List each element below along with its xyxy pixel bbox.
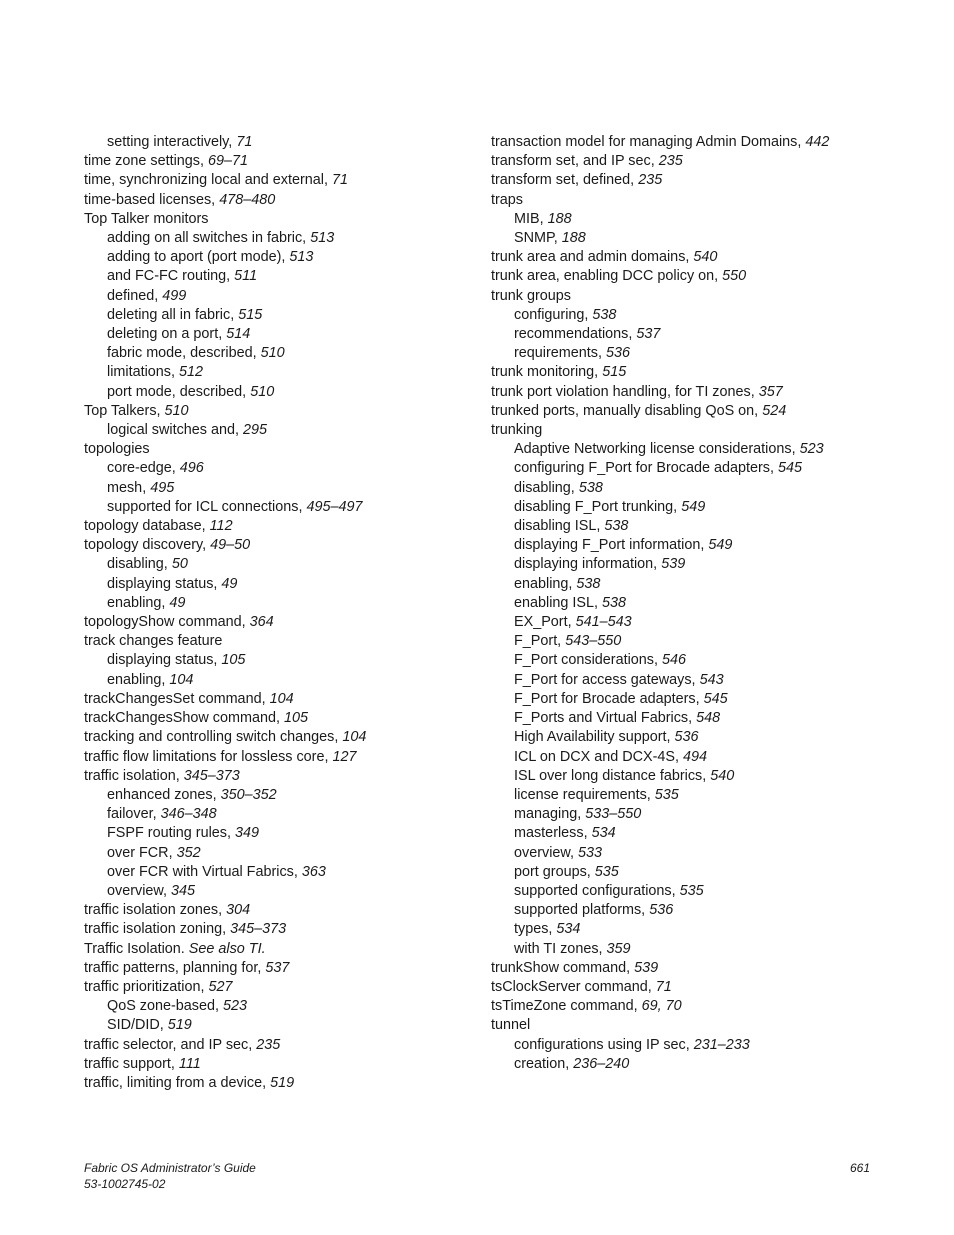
index-page-reference: 538 <box>592 306 617 323</box>
index-entry <box>491 363 891 382</box>
index-page-reference: 346–348 <box>160 806 217 823</box>
index-entry <box>491 959 891 978</box>
index-term: trunk port violation handling, for TI zones, <box>491 383 759 400</box>
index-term: setting interactively, <box>107 134 237 150</box>
index-term: disabling ISL, <box>514 518 605 535</box>
index-subentry <box>491 344 891 363</box>
index-entry <box>491 421 891 440</box>
index-subentry <box>491 594 891 613</box>
index-page-reference: 104 <box>342 729 367 746</box>
index-term: traffic flow limitations for lossless core, <box>84 748 333 765</box>
index-term: managing, <box>514 806 586 823</box>
index-entry <box>84 940 504 959</box>
index-term: trunkShow command, <box>491 959 635 976</box>
index-term: trunk area, enabling DCC policy on, <box>491 268 723 285</box>
index-page-reference: 511 <box>234 268 258 285</box>
index-subentry <box>84 287 504 306</box>
index-entry <box>491 997 891 1016</box>
index-term: requirements, <box>514 345 606 362</box>
index-term: displaying status, <box>107 652 222 669</box>
index-term: and FC-FC routing, <box>107 268 235 285</box>
index-subentry <box>491 575 891 594</box>
index-subentry <box>84 229 504 248</box>
index-term: traffic patterns, planning for, <box>84 959 266 976</box>
index-page-reference: 550 <box>722 268 747 285</box>
index-term: trunk monitoring, <box>491 364 603 381</box>
index-subentry <box>491 325 891 344</box>
index-subentry <box>84 498 504 517</box>
index-term: configurations using IP sec, <box>514 1036 694 1053</box>
index-page-reference: 50 <box>171 556 188 573</box>
index-page-reference: 515 <box>238 306 263 323</box>
index-entry <box>491 287 891 306</box>
index-term: mesh, <box>107 479 151 496</box>
index-term: disabling F_Port trunking, <box>514 498 682 515</box>
index-term: overview, <box>514 844 578 861</box>
index-page-reference: 539 <box>661 556 686 573</box>
index-page-reference: 534 <box>556 921 581 938</box>
index-term: traffic isolation zones, <box>84 902 227 919</box>
index-page-reference: 545 <box>703 690 728 707</box>
index-page-reference: 442 <box>805 134 830 150</box>
index-entry <box>84 920 504 939</box>
index-term: trunking <box>491 422 543 439</box>
index-subentry <box>84 786 504 805</box>
index-page-reference: See also TI. <box>188 940 266 957</box>
index-subentry <box>491 459 891 478</box>
index-term: failover, <box>107 806 161 823</box>
index-term: license requirements, <box>514 786 655 803</box>
index-subentry <box>491 613 891 632</box>
index-subentry <box>84 882 504 901</box>
index-page-reference: 49 <box>221 575 238 592</box>
index-subentry <box>84 651 504 670</box>
index-subentry <box>84 421 504 440</box>
index-subentry <box>84 383 504 402</box>
index-page-reference: 359 <box>606 940 631 957</box>
index-term: configuring, <box>514 306 593 323</box>
index-term: disabling, <box>514 479 579 496</box>
index-page-reference: 499 <box>162 287 187 304</box>
index-subentry <box>491 555 891 574</box>
index-page-reference: 543–550 <box>565 633 622 650</box>
index-term: time, synchronizing local and external, <box>84 172 332 189</box>
index-page-reference: 111 <box>178 1055 201 1072</box>
index-term: deleting on a port, <box>107 326 227 343</box>
index-term: over FCR with Virtual Fabrics, <box>107 863 302 880</box>
index-subentry <box>491 651 891 670</box>
index-entry <box>491 978 891 997</box>
index-entry <box>491 402 891 421</box>
index-subentry <box>491 1055 891 1074</box>
index-page-reference: 231–233 <box>693 1036 750 1053</box>
index-term: SNMP, <box>514 230 562 247</box>
index-term: Adaptive Networking license considerations, <box>514 441 800 458</box>
index-entry <box>84 1055 504 1074</box>
index-subentry <box>84 479 504 498</box>
index-subentry <box>491 767 891 786</box>
index-term: ICL on DCX and DCX-4S, <box>514 748 684 765</box>
index-term: enhanced zones, <box>107 786 221 803</box>
index-page-reference: 345–373 <box>183 767 240 784</box>
index-term: port groups, <box>514 863 595 880</box>
index-subentry <box>491 498 891 517</box>
index-entry <box>84 632 504 651</box>
index-term: supported for ICL connections, <box>107 498 307 515</box>
index-page-reference: 524 <box>762 402 787 419</box>
index-subentry <box>84 844 504 863</box>
index-subentry <box>84 1016 504 1035</box>
index-entry <box>84 171 504 190</box>
index-term: traffic selector, and IP sec, <box>84 1036 257 1053</box>
index-subentry <box>84 267 504 286</box>
index-page-reference: 363 <box>301 863 326 880</box>
index-page-reference: 540 <box>693 249 718 266</box>
index-entry <box>491 383 891 402</box>
index-subentry <box>491 210 891 229</box>
index-subentry <box>84 805 504 824</box>
index-entry <box>84 767 504 786</box>
index-entry <box>84 978 504 997</box>
index-subentry <box>491 805 891 824</box>
index-term: traffic, limiting from a device, <box>84 1074 271 1091</box>
index-page-reference: 538 <box>576 575 601 592</box>
index-entry <box>84 536 504 555</box>
index-page-reference: 112 <box>209 518 233 535</box>
index-page-reference: 71 <box>655 978 672 995</box>
index-term: enabling, <box>514 575 577 592</box>
index-term: enabling ISL, <box>514 594 603 611</box>
index-page-reference: 510 <box>250 383 275 400</box>
index-page-reference: 127 <box>332 748 357 765</box>
index-page-reference: 49 <box>169 594 186 611</box>
index-term: tsTimeZone command, <box>491 998 642 1015</box>
index-page-reference: 512 <box>178 364 203 381</box>
index-subentry <box>491 920 891 939</box>
index-term: trackChangesShow command, <box>84 710 284 727</box>
index-column-right <box>491 133 891 1074</box>
index-term: defined, <box>107 287 163 304</box>
index-entry <box>491 1016 891 1035</box>
index-term: Top Talkers, <box>84 402 165 419</box>
index-page-reference: 510 <box>164 402 189 419</box>
index-subentry <box>491 1036 891 1055</box>
index-entry <box>84 901 504 920</box>
index-term: displaying status, <box>107 575 222 592</box>
index-page-reference: 533 <box>578 844 603 861</box>
index-page-reference: 304 <box>226 902 251 919</box>
index-term: adding to aport (port mode), <box>107 249 290 266</box>
index-page-reference: 515 <box>602 364 627 381</box>
index-term: EX_Port, <box>514 614 576 631</box>
index-subentry <box>491 824 891 843</box>
index-term: limitations, <box>107 364 179 381</box>
index-page-reference: 539 <box>634 959 659 976</box>
index-term: masterless, <box>514 825 592 842</box>
index-page-reference: 513 <box>289 249 314 266</box>
index-page-reference: 514 <box>226 326 251 343</box>
index-subentry <box>491 229 891 248</box>
index-term: MIB, <box>514 210 548 227</box>
index-page-reference: 548 <box>696 710 721 727</box>
index-subentry <box>491 863 891 882</box>
index-page-reference: 527 <box>208 978 233 995</box>
index-term: time zone settings, <box>84 153 208 170</box>
index-entry <box>491 191 891 210</box>
index-term: logical switches and, <box>107 422 243 439</box>
index-term: enabling, <box>107 671 170 688</box>
index-subentry <box>491 728 891 747</box>
index-subentry <box>84 997 504 1016</box>
index-subentry <box>491 479 891 498</box>
index-page-reference: 357 <box>758 383 783 400</box>
index-term: tracking and controlling switch changes, <box>84 729 343 746</box>
index-page-reference: 295 <box>242 422 267 439</box>
index-subentry <box>84 594 504 613</box>
index-page-reference: 538 <box>578 479 603 496</box>
index-term: track changes feature <box>84 633 223 650</box>
index-subentry <box>84 671 504 690</box>
index-page-reference: 546 <box>661 652 686 669</box>
index-subentry <box>491 536 891 555</box>
index-subentry <box>491 844 891 863</box>
index-page-reference: 105 <box>221 652 246 669</box>
index-term: disabling, <box>107 556 172 573</box>
index-page-reference: 545 <box>777 460 802 477</box>
index-term: fabric mode, described, <box>107 345 261 362</box>
index-page-reference: 49–50 <box>210 537 251 554</box>
index-term: ISL over long distance fabrics, <box>514 767 711 784</box>
index-page-reference: 523 <box>799 441 824 458</box>
index-page-reference: 71 <box>236 134 253 150</box>
index-page-reference: 350–352 <box>220 786 277 803</box>
index-term: overview, <box>107 882 171 899</box>
index-term: FSPF routing rules, <box>107 825 235 842</box>
index-subentry <box>491 709 891 728</box>
index-page-reference: 71 <box>331 172 348 189</box>
index-page-reference: 536 <box>649 902 674 919</box>
index-subentry <box>491 882 891 901</box>
index-term: traffic isolation, <box>84 767 184 784</box>
index-entry <box>84 152 504 171</box>
index-term: topologyShow command, <box>84 614 250 631</box>
index-term: deleting all in fabric, <box>107 306 239 323</box>
index-subentry <box>84 325 504 344</box>
index-term: adding on all switches in fabric, <box>107 230 311 247</box>
index-page-reference: 519 <box>270 1074 295 1091</box>
index-term: enabling, <box>107 594 170 611</box>
index-page-reference: 536 <box>674 729 699 746</box>
index-page-reference: 513 <box>310 230 335 247</box>
index-entry <box>84 440 504 459</box>
index-entry <box>491 248 891 267</box>
index-term: SID/DID, <box>107 1017 168 1034</box>
index-page-reference: 478–480 <box>219 191 276 208</box>
index-page-reference: 543 <box>699 671 724 688</box>
index-page-reference: 534 <box>591 825 616 842</box>
index-term: recommendations, <box>514 326 637 343</box>
index-page-reference: 104 <box>269 690 294 707</box>
index-page-reference: 519 <box>167 1017 192 1034</box>
index-entry <box>84 728 504 747</box>
index-term: displaying information, <box>514 556 662 573</box>
index-subentry <box>491 901 891 920</box>
index-term: transaction model for managing Admin Domains, <box>491 134 806 150</box>
index-page-reference: 69, 70 <box>641 998 682 1015</box>
index-entry <box>491 152 891 171</box>
index-page-reference: 235 <box>256 1036 281 1053</box>
index-subentry <box>491 940 891 959</box>
footer-page-number: 661 <box>849 1161 870 1175</box>
index-page-reference: 533–550 <box>585 806 642 823</box>
index-entry <box>84 1036 504 1055</box>
index-subentry <box>84 306 504 325</box>
index-term: topology database, <box>84 518 210 535</box>
index-term: traffic support, <box>84 1055 179 1072</box>
index-entry <box>84 210 504 229</box>
index-term: supported platforms, <box>514 902 650 919</box>
index-entry <box>84 613 504 632</box>
index-page-reference: 537 <box>265 959 290 976</box>
index-term: with TI zones, <box>514 940 607 957</box>
index-page-reference: 105 <box>283 710 308 727</box>
index-term: topologies <box>84 441 150 458</box>
index-term: F_Port for Brocade adapters, <box>514 690 704 707</box>
index-page-reference: 495 <box>150 479 175 496</box>
index-page-reference: 535 <box>594 863 619 880</box>
index-page-reference: 535 <box>679 882 704 899</box>
index-term: types, <box>514 921 557 938</box>
index-term: core-edge, <box>107 460 180 477</box>
index-term: port mode, described, <box>107 383 251 400</box>
index-page-reference: 549 <box>708 537 733 554</box>
index-page-reference: 538 <box>602 594 627 611</box>
index-page-reference: 69–71 <box>207 153 249 170</box>
index-term: trunk groups <box>491 287 571 304</box>
index-subentry <box>84 344 504 363</box>
index-page-reference: 496 <box>179 460 204 477</box>
index-entry <box>84 959 504 978</box>
index-page-reference: 537 <box>636 326 661 343</box>
index-page-reference: 494 <box>683 748 708 765</box>
index-subentry <box>491 517 891 536</box>
index-page-reference: 510 <box>260 345 285 362</box>
index-subentry <box>84 863 504 882</box>
index-term: F_Ports and Virtual Fabrics, <box>514 710 697 727</box>
index-entry <box>84 517 504 536</box>
index-page-reference: 352 <box>176 844 201 861</box>
index-term: trunked ports, manually disabling QoS on, <box>491 402 763 419</box>
index-subentry <box>491 690 891 709</box>
index-term: displaying F_Port information, <box>514 537 709 554</box>
index-term: trunk area and admin domains, <box>491 249 694 266</box>
index-subentry <box>491 748 891 767</box>
footer-doc-number: 53-1002745-02 <box>84 1177 166 1191</box>
index-term: Top Talker monitors <box>84 210 209 227</box>
index-term: supported configurations, <box>514 882 680 899</box>
index-term: F_Port, <box>514 633 566 650</box>
index-term: tsClockServer command, <box>491 978 656 995</box>
index-subentry <box>84 575 504 594</box>
index-entry <box>84 1074 504 1093</box>
index-subentry <box>491 671 891 690</box>
index-entry <box>84 748 504 767</box>
index-entry <box>491 267 891 286</box>
index-term: creation, <box>514 1055 574 1072</box>
index-term: transform set, and IP sec, <box>491 153 659 170</box>
index-entry <box>84 690 504 709</box>
index-page-reference: 349 <box>234 825 259 842</box>
footer-left <box>84 1160 256 1192</box>
index-term: QoS zone-based, <box>107 998 223 1015</box>
index-term: transform set, defined, <box>491 172 639 189</box>
index-term: Traffic Isolation. <box>84 940 189 957</box>
index-page-reference: 188 <box>547 210 572 227</box>
index-subentry <box>84 555 504 574</box>
index-term: F_Port for access gateways, <box>514 671 700 688</box>
index-term: time-based licenses, <box>84 191 220 208</box>
index-entry <box>84 402 504 421</box>
index-subentry <box>84 824 504 843</box>
index-page-reference: 104 <box>169 671 194 688</box>
index-page-reference: 345 <box>171 882 196 899</box>
index-page-reference: 536 <box>605 345 630 362</box>
index-term: configuring F_Port for Brocade adapters, <box>514 460 778 477</box>
index-subentry <box>84 248 504 267</box>
index-term: over FCR, <box>107 844 177 861</box>
index-subentry <box>491 440 891 459</box>
index-page-reference: 345–373 <box>230 921 287 938</box>
index-subentry <box>491 306 891 325</box>
index-subentry <box>84 133 504 152</box>
index-term: traps <box>491 191 523 208</box>
index-entry <box>84 709 504 728</box>
index-page-reference: 236–240 <box>573 1055 630 1072</box>
index-term: High Availability support, <box>514 729 675 746</box>
index-column-left <box>84 133 504 1093</box>
index-entry <box>84 191 504 210</box>
index-page-reference: 540 <box>710 767 735 784</box>
index-page-reference: 541–543 <box>575 614 632 631</box>
index-subentry <box>84 459 504 478</box>
index-page-reference: 364 <box>249 614 274 631</box>
index-page-reference: 523 <box>223 998 248 1015</box>
index-term: trackChangesSet command, <box>84 690 270 707</box>
index-entry <box>491 133 891 152</box>
footer-guide-title: Fabric OS Administrator’s Guide <box>84 1161 256 1175</box>
index-subentry <box>84 363 504 382</box>
index-page-reference: 535 <box>654 786 679 803</box>
index-page-reference: 235 <box>658 153 683 170</box>
index-page-reference: 538 <box>604 518 629 535</box>
index-page-reference: 495–497 <box>306 498 363 515</box>
index-page-reference: 549 <box>681 498 706 515</box>
index-term: tunnel <box>491 1017 531 1034</box>
index-page-reference: 188 <box>561 230 586 247</box>
index-subentry <box>491 786 891 805</box>
index-term: traffic prioritization, <box>84 978 209 995</box>
index-term: traffic isolation zoning, <box>84 921 231 938</box>
index-term: F_Port considerations, <box>514 652 662 669</box>
index-page-reference: 235 <box>638 172 663 189</box>
index-subentry <box>491 632 891 651</box>
index-term: topology discovery, <box>84 537 211 554</box>
index-entry <box>491 171 891 190</box>
